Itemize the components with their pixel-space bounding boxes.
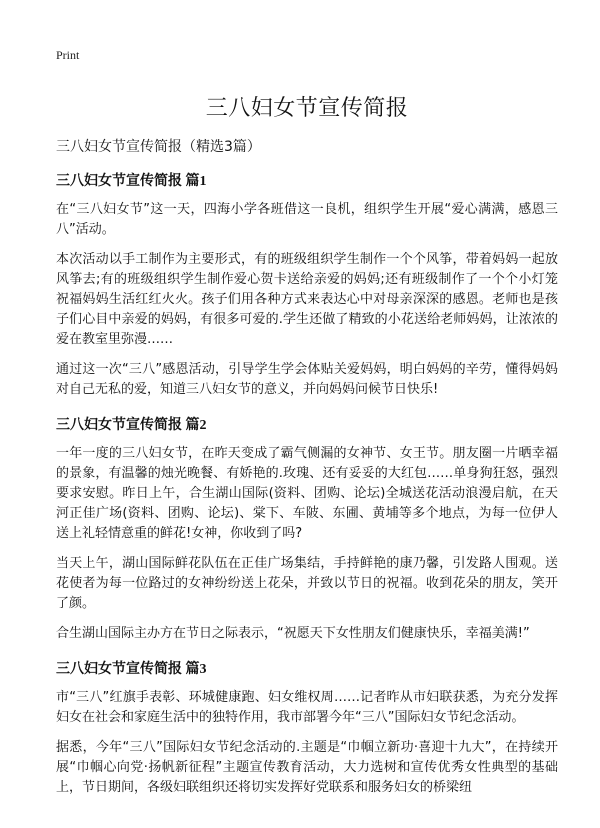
section-heading: 三八妇女节宣传简报 篇2 <box>56 418 207 433</box>
print-link[interactable]: Print <box>56 48 80 62</box>
section-1 <box>56 170 558 400</box>
paragraph: 本次活动以手工制作为主要形式，有的班级组织学生制作一个个风筝，带着妈妈一起放风筝去;有的班级组织学生制作爱心贺卡送给亲爱的妈妈;还有班级制作了一个个小灯笼祝福妈妈生活红红火火。孩子们用各种方式来表达心中对母亲深深的感恩。老师也是孩子们心目中亲爱的妈妈，有很多可爱的.学生还做了精致的小花送给老师妈妈，让浓浓的爱在教室里弥漫…… <box>56 252 558 347</box>
section-heading: 三八妇女节宣传简报 篇1 <box>56 174 207 189</box>
paragraph: 通过这一次“三八”感恩活动，引导学生学会体贴关爱妈妈，明白妈妈的辛劳，懂得妈妈对自己无私的爱，知道三八妇女节的意义，并向妈妈问候节日快乐! <box>56 362 558 397</box>
section-heading: 三八妇女节宣传简报 篇3 <box>56 662 207 677</box>
paragraph: 市“三八”红旗手表彰、环城健康跑、妇女维权周……记者昨从市妇联获悉，为充分发挥妇女在社会和家庭生活中的独特作用，我市部署今年“三八”国际妇女节纪念活动。 <box>56 690 558 725</box>
section-2 <box>56 414 558 644</box>
paragraph: 据悉，今年“三八”国际妇女节纪念活动的.主题是“巾帼立新功·喜迎十九大”，在持续开展“巾帼心向党·扬帆新征程”主题宣传教育活动，大力选树和宣传优秀女性典型的基础上，节日期间，各级妇联组织还将切实发挥好党联系和服务妇女的桥梁纽 <box>56 740 558 795</box>
paragraph: 一年一度的三八妇女节，在昨天变成了霸气侧漏的女神节、女王节。朋友圈一片晒幸福的景象，有温馨的烛光晚餐、有娇艳的.玫瑰、还有妥妥的大红包……单身狗狂怒，强烈要求安慰。昨日上午，合生湖山国际(资料、团购、论坛)全城送花活动浪漫启航，在天河正佳广场(资料、团购、论坛)、棠下、车陂、东圃、黄埔等多个地点，为每一位伊人送上礼轻情意重的鲜花!女神，你收到了吗? <box>56 446 558 541</box>
document-subtitle: 三八妇女节宣传简报（精选3篇） <box>56 139 261 155</box>
section-3 <box>56 658 558 798</box>
paragraph: 在“三八妇女节”这一天，四海小学各班借这一良机，组织学生开展“爱心满满，感恩三八”活动。 <box>56 202 558 237</box>
paragraph: 当天上午，湖山国际鲜花队伍在正佳广场集结，手持鲜艳的康乃馨，引发路人围观。送花使者为每一位路过的女神纷纷送上花朵，并致以节日的祝福。收到花朵的朋友，笑开了颜。 <box>56 556 558 611</box>
page-title: 三八妇女节宣传简报 <box>205 96 409 121</box>
paragraph: 合生湖山国际主办方在节日之际表示，“祝愿天下女性朋友们健康快乐，幸福美满!” <box>56 626 530 641</box>
